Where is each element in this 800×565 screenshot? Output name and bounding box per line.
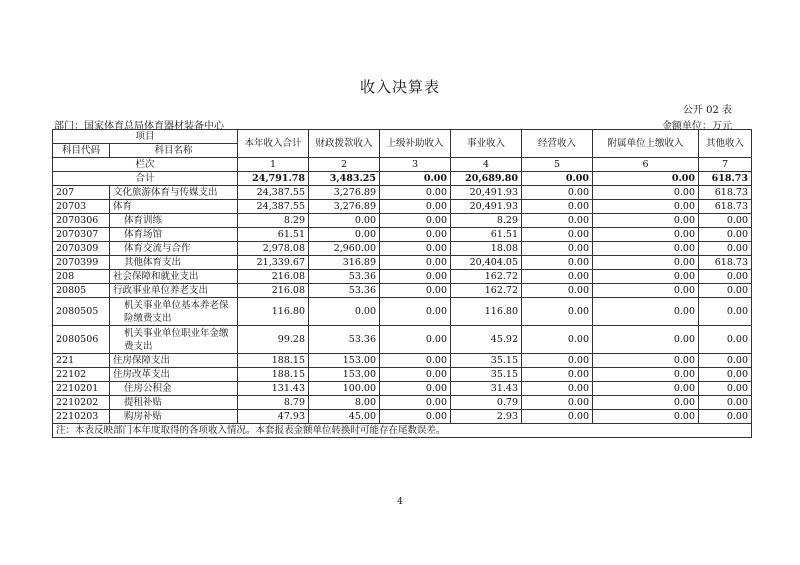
amount-cell: 0.00 <box>522 410 593 424</box>
col-number: 1 <box>238 158 309 172</box>
sum-row <box>53 172 752 186</box>
amount-cell: 131.43 <box>238 382 309 396</box>
header-fiscal: 财政拨款收入 <box>309 130 380 158</box>
amount-cell: 0.00 <box>380 186 451 200</box>
sum-value: 0.00 <box>593 172 699 186</box>
amount-cell: 61.51 <box>451 228 522 242</box>
amount-cell: 53.36 <box>309 270 380 284</box>
subject-code: 2210202 <box>53 396 110 410</box>
sum-value: 0.00 <box>522 172 593 186</box>
amount-cell: 0.00 <box>309 214 380 228</box>
amount-cell: 0.00 <box>593 368 699 382</box>
col-number: 6 <box>593 158 699 172</box>
amount-cell: 0.00 <box>380 242 451 256</box>
table-row <box>53 284 752 298</box>
amount-cell: 0.00 <box>699 270 752 284</box>
col-label: 栏次 <box>53 158 238 172</box>
header-affiliated: 附属单位上缴收入 <box>593 130 699 158</box>
subject-name: 体育 <box>110 200 238 214</box>
amount-cell: 0.00 <box>522 228 593 242</box>
table-note: 注：本表反映部门本年度取得的各项收入情况。本套报表金额单位转换时可能存在尾数误差。 <box>53 424 752 438</box>
amount-cell: 316.89 <box>309 256 380 270</box>
table-row <box>53 382 752 396</box>
amount-cell: 0.00 <box>593 186 699 200</box>
amount-cell: 3,276.89 <box>309 186 380 200</box>
amount-cell: 162.72 <box>451 270 522 284</box>
subject-name: 机关事业单位基本养老保险缴费支出 <box>110 298 238 326</box>
amount-cell: 2,960.00 <box>309 242 380 256</box>
amount-cell: 8.29 <box>451 214 522 228</box>
amount-cell: 0.00 <box>380 326 451 354</box>
amount-cell: 0.00 <box>593 396 699 410</box>
sum-label: 合计 <box>53 172 238 186</box>
amount-cell: 0.00 <box>699 326 752 354</box>
amount-cell: 0.00 <box>380 382 451 396</box>
amount-cell: 2.93 <box>451 410 522 424</box>
subject-name: 住房公积金 <box>110 382 238 396</box>
table-row <box>53 186 752 200</box>
table-row <box>53 326 752 354</box>
amount-cell: 53.36 <box>309 326 380 354</box>
amount-cell: 0.00 <box>593 326 699 354</box>
amount-cell: 0.00 <box>522 284 593 298</box>
amount-cell: 0.00 <box>593 354 699 368</box>
amount-cell: 216.08 <box>238 270 309 284</box>
subject-name: 提租补贴 <box>110 396 238 410</box>
subject-code: 20703 <box>53 200 110 214</box>
amount-cell: 116.80 <box>238 298 309 326</box>
header-operating: 经营收入 <box>522 130 593 158</box>
amount-cell: 53.36 <box>309 284 380 298</box>
amount-cell: 0.00 <box>522 326 593 354</box>
amount-cell: 0.00 <box>522 214 593 228</box>
amount-cell: 8.79 <box>238 396 309 410</box>
amount-cell: 31.43 <box>451 382 522 396</box>
sum-value: 24,791.78 <box>238 172 309 186</box>
amount-cell: 162.72 <box>451 284 522 298</box>
header-code: 科目代码 <box>53 144 110 158</box>
amount-cell: 0.00 <box>593 228 699 242</box>
amount-cell: 0.00 <box>309 298 380 326</box>
amount-cell: 0.00 <box>699 298 752 326</box>
amount-cell: 20,491.93 <box>451 186 522 200</box>
subject-code: 208 <box>53 270 110 284</box>
amount-cell: 45.92 <box>451 326 522 354</box>
sum-value: 20,689.80 <box>451 172 522 186</box>
amount-cell: 0.00 <box>699 396 752 410</box>
subject-name: 其他体育支出 <box>110 256 238 270</box>
amount-cell: 0.00 <box>380 396 451 410</box>
amount-cell: 61.51 <box>238 228 309 242</box>
amount-cell: 0.00 <box>699 284 752 298</box>
amount-cell: 8.00 <box>309 396 380 410</box>
subject-name: 行政事业单位养老支出 <box>110 284 238 298</box>
col-number: 5 <box>522 158 593 172</box>
amount-cell: 0.00 <box>699 228 752 242</box>
note-row <box>53 424 752 438</box>
table-row <box>53 256 752 270</box>
amount-cell: 618.73 <box>699 200 752 214</box>
amount-cell: 0.00 <box>380 298 451 326</box>
subject-code: 2080505 <box>53 298 110 326</box>
amount-cell: 0.00 <box>522 186 593 200</box>
col-number: 3 <box>380 158 451 172</box>
amount-cell: 21,339.67 <box>238 256 309 270</box>
amount-cell: 0.00 <box>593 382 699 396</box>
amount-cell: 99.28 <box>238 326 309 354</box>
amount-cell: 0.00 <box>699 214 752 228</box>
amount-cell: 100.00 <box>309 382 380 396</box>
subject-name: 文化旅游体育与传媒支出 <box>110 186 238 200</box>
header-name: 科目名称 <box>110 144 238 158</box>
header-item: 项目 <box>53 130 238 144</box>
table-row <box>53 270 752 284</box>
subject-code: 2070306 <box>53 214 110 228</box>
form-number: 公开 02 表 <box>682 105 732 116</box>
subject-name: 购房补贴 <box>110 410 238 424</box>
amount-cell: 618.73 <box>699 186 752 200</box>
col-number: 4 <box>451 158 522 172</box>
amount-cell: 20,491.93 <box>451 200 522 214</box>
amount-cell: 0.00 <box>380 256 451 270</box>
income-table <box>52 129 752 438</box>
subject-name: 体育训练 <box>110 214 238 228</box>
amount-cell: 0.00 <box>380 270 451 284</box>
amount-cell: 0.00 <box>593 214 699 228</box>
amount-cell: 153.00 <box>309 368 380 382</box>
amount-cell: 0.00 <box>699 382 752 396</box>
table-row <box>53 214 752 228</box>
header-superior: 上级补助收入 <box>380 130 451 158</box>
subject-code: 2070309 <box>53 242 110 256</box>
amount-cell: 0.00 <box>593 242 699 256</box>
sum-value: 618.73 <box>699 172 752 186</box>
amount-cell: 0.00 <box>380 214 451 228</box>
amount-cell: 0.00 <box>699 354 752 368</box>
amount-cell: 0.00 <box>522 368 593 382</box>
amount-cell: 0.00 <box>699 368 752 382</box>
amount-cell: 0.00 <box>522 200 593 214</box>
subject-code: 2210203 <box>53 410 110 424</box>
subject-name: 体育交流与合作 <box>110 242 238 256</box>
amount-cell: 0.00 <box>593 298 699 326</box>
amount-cell: 47.93 <box>238 410 309 424</box>
amount-cell: 24,387.55 <box>238 200 309 214</box>
subject-name: 体育场馆 <box>110 228 238 242</box>
amount-cell: 0.00 <box>699 242 752 256</box>
table-row <box>53 228 752 242</box>
table-row <box>53 368 752 382</box>
amount-cell: 0.00 <box>522 298 593 326</box>
amount-cell: 0.00 <box>522 242 593 256</box>
amount-cell: 0.00 <box>522 270 593 284</box>
amount-cell: 3,276.89 <box>309 200 380 214</box>
department-label: 部门：国家体育总局体育器材装备中心 <box>54 121 224 132</box>
subject-code: 22102 <box>53 368 110 382</box>
table-row <box>53 242 752 256</box>
subject-code: 2070307 <box>53 228 110 242</box>
header-business: 事业收入 <box>451 130 522 158</box>
amount-cell: 0.79 <box>451 396 522 410</box>
table-row <box>53 410 752 424</box>
subject-code: 221 <box>53 354 110 368</box>
amount-cell: 188.15 <box>238 354 309 368</box>
page-title: 收入决算表 <box>359 78 440 96</box>
amount-cell: 0.00 <box>380 228 451 242</box>
amount-cell: 0.00 <box>380 354 451 368</box>
amount-cell: 24,387.55 <box>238 186 309 200</box>
sum-value: 3,483.25 <box>309 172 380 186</box>
amount-cell: 0.00 <box>593 270 699 284</box>
amount-cell: 618.73 <box>699 256 752 270</box>
amount-cell: 45.00 <box>309 410 380 424</box>
amount-cell: 0.00 <box>380 200 451 214</box>
unit-label: 金额单位：万元 <box>662 121 732 132</box>
table-row <box>53 200 752 214</box>
amount-cell: 0.00 <box>593 284 699 298</box>
amount-cell: 0.00 <box>522 354 593 368</box>
subject-name: 住房保障支出 <box>110 354 238 368</box>
page-number: 4 <box>397 497 403 507</box>
subject-code: 20805 <box>53 284 110 298</box>
subject-name: 机关事业单位职业年金缴费支出 <box>110 326 238 354</box>
amount-cell: 216.08 <box>238 284 309 298</box>
amount-cell: 0.00 <box>522 382 593 396</box>
amount-cell: 153.00 <box>309 354 380 368</box>
subject-code: 2080506 <box>53 326 110 354</box>
amount-cell: 116.80 <box>451 298 522 326</box>
amount-cell: 0.00 <box>309 228 380 242</box>
table-row <box>53 298 752 326</box>
amount-cell: 20,404.05 <box>451 256 522 270</box>
amount-cell: 0.00 <box>699 410 752 424</box>
amount-cell: 8.29 <box>238 214 309 228</box>
amount-cell: 35.15 <box>451 368 522 382</box>
amount-cell: 2,978.08 <box>238 242 309 256</box>
table-row <box>53 396 752 410</box>
col-number: 7 <box>699 158 752 172</box>
subject-code: 2070399 <box>53 256 110 270</box>
sum-value: 0.00 <box>380 172 451 186</box>
amount-cell: 18.08 <box>451 242 522 256</box>
amount-cell: 0.00 <box>380 284 451 298</box>
col-number: 2 <box>309 158 380 172</box>
amount-cell: 0.00 <box>593 410 699 424</box>
subject-name: 住房改革支出 <box>110 368 238 382</box>
amount-cell: 0.00 <box>593 256 699 270</box>
subject-code: 2210201 <box>53 382 110 396</box>
table-row <box>53 354 752 368</box>
subject-code: 207 <box>53 186 110 200</box>
amount-cell: 0.00 <box>522 396 593 410</box>
amount-cell: 0.00 <box>522 256 593 270</box>
amount-cell: 0.00 <box>593 200 699 214</box>
amount-cell: 0.00 <box>380 368 451 382</box>
header-total: 本年收入合计 <box>238 130 309 158</box>
amount-cell: 35.15 <box>451 354 522 368</box>
header-other: 其他收入 <box>699 130 752 158</box>
amount-cell: 188.15 <box>238 368 309 382</box>
subject-name: 社会保障和就业支出 <box>110 270 238 284</box>
amount-cell: 0.00 <box>380 410 451 424</box>
